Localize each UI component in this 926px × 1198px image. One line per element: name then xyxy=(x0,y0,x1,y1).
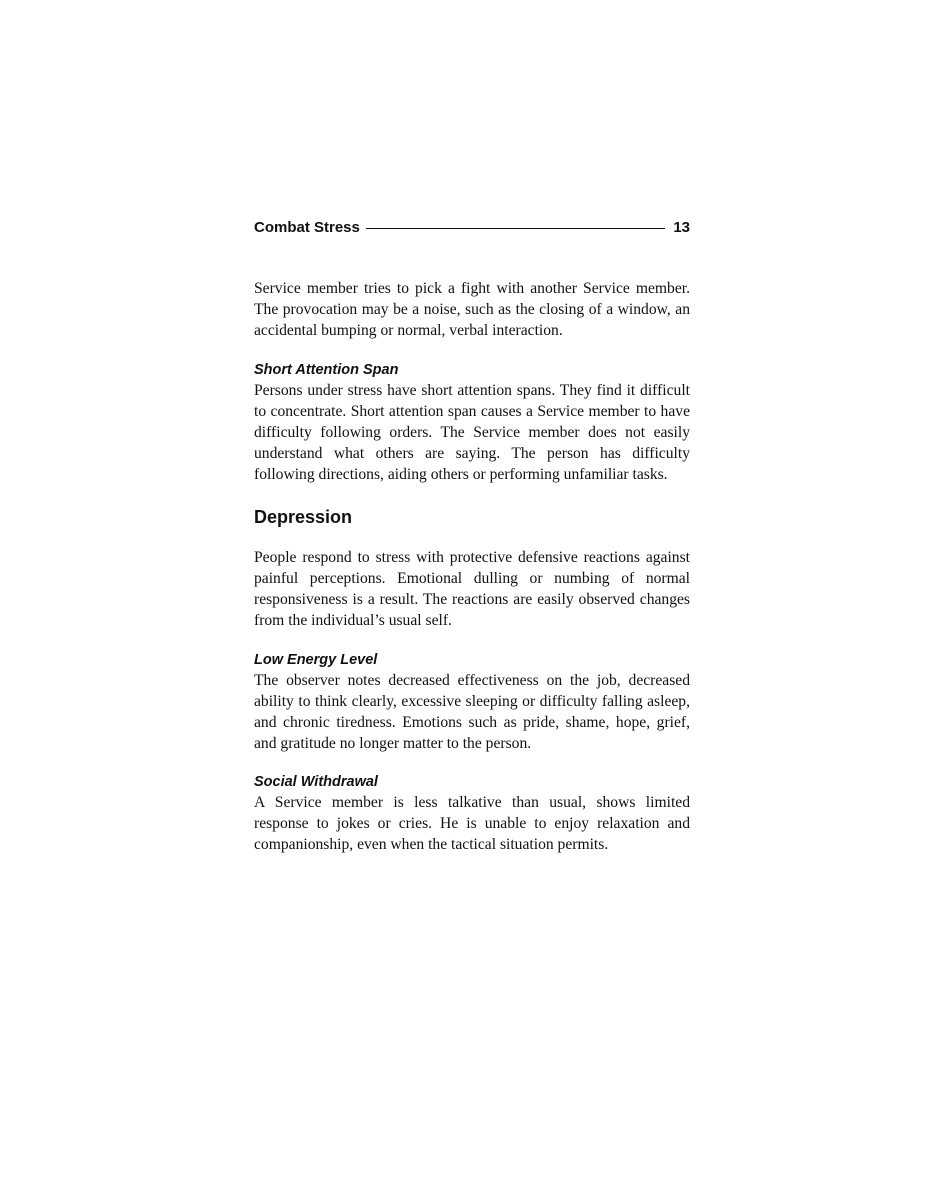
depression-heading: Depression xyxy=(254,507,353,527)
page-content xyxy=(254,217,690,855)
short-attention-span-paragraph: Persons under stress have short attention spans. They find it difficult to concentrate. Short attention span causes a Service member to have difficulty following orders. The Service member does not easily understand what others are saying. The person has difficulty following directions, aiding others or performing unfamiliar tasks. xyxy=(254,382,690,483)
page-number: 13 xyxy=(673,218,690,236)
short-attention-span-heading: Short Attention Span xyxy=(254,362,399,378)
social-withdrawal-heading: Social Withdrawal xyxy=(254,774,378,790)
low-energy-level-heading: Low Energy Level xyxy=(254,652,378,668)
header-rule xyxy=(366,228,665,229)
running-header xyxy=(254,217,690,237)
depression-paragraph: People respond to stress with protective defensive reactions against painful perceptions. Emotional dulling or numbing of normal responsiveness is a result. The reactions are easily observed changes from the individual’s usual self. xyxy=(254,549,690,629)
social-withdrawal-paragraph: A Service member is less talkative than usual, shows limited response to jokes or cries. He is unable to enjoy relaxation and companionship, even when the tactical situation permits. xyxy=(254,794,690,853)
chapter-title: Combat Stress xyxy=(254,218,360,236)
low-energy-level-paragraph: The observer notes decreased effectiveness on the job, decreased ability to think clearly, excessive sleeping or difficulty falling asleep, and chronic tiredness. Emotions such as pride, shame, hope, grief, and gratitude no longer matter to the person. xyxy=(254,672,690,752)
intro-paragraph: Service member tries to pick a fight with another Service member. The provocation may be a noise, such as the closing of a window, an accidental bumping or normal, verbal interaction. xyxy=(254,280,690,339)
